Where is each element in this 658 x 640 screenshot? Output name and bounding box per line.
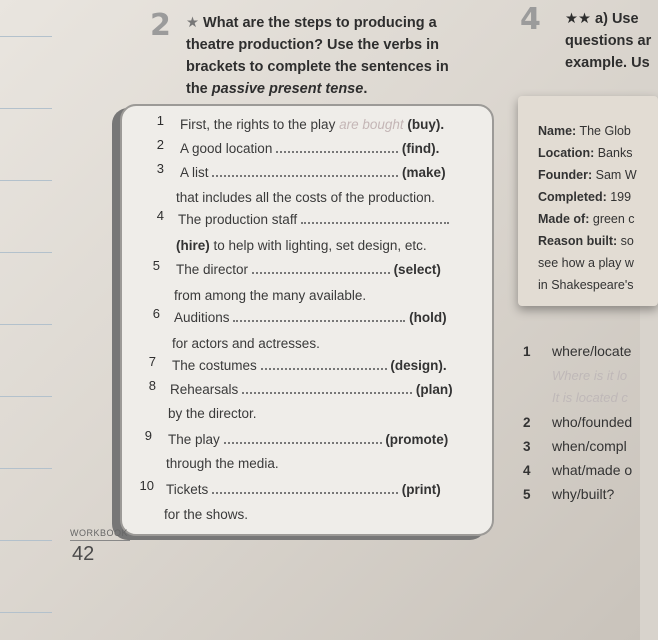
footer-divider (70, 540, 130, 541)
info-line: Location: Banks (538, 146, 633, 160)
item-sentence (170, 382, 453, 397)
item-continuation: by the director. (168, 406, 257, 421)
item-sentence (176, 262, 441, 277)
question-prompt: when/compl (552, 438, 627, 454)
page-number: 42 (72, 543, 95, 565)
instruction-text: the (186, 81, 212, 97)
item-text: The production staff (178, 212, 298, 227)
answer-blank[interactable] (242, 382, 412, 394)
item-continuation-text: to help with lighting, set design, etc. (209, 238, 427, 253)
item-continuation: through the media. (166, 456, 279, 471)
margin-rule (0, 180, 52, 181)
margin-rule (0, 468, 52, 469)
answer-blank[interactable] (212, 165, 398, 177)
exercise-instruction (565, 8, 651, 74)
item-number: 3 (156, 161, 164, 176)
item-verb: (make) (402, 165, 446, 180)
item-sentence (180, 117, 444, 132)
question-example-answer: It is located c (552, 390, 628, 405)
instruction-line: example. Us (565, 55, 650, 71)
info-line: Name: The Glob (538, 124, 631, 138)
item-verb: (hold) (409, 310, 447, 325)
info-line: Reason built: so (538, 234, 634, 248)
margin-rule (0, 324, 52, 325)
answer-blank[interactable] (261, 358, 387, 370)
info-line: see how a play w (538, 256, 634, 270)
item-sentence (168, 432, 448, 447)
item-number: 9 (144, 428, 152, 443)
exercise-number: 4 (520, 2, 541, 37)
margin-rule (0, 252, 52, 253)
item-text: The costumes (172, 358, 257, 373)
answer-blank[interactable] (252, 262, 390, 274)
instruction-text: . (363, 81, 368, 97)
exercise-instruction (186, 12, 486, 100)
answer-blank[interactable] (224, 432, 382, 444)
question-number: 1 (523, 344, 531, 359)
instruction-line: What are the steps to producing a (203, 15, 437, 31)
item-number: 4 (156, 208, 164, 223)
item-sentence (174, 310, 447, 325)
item-text: First, the rights to the play (180, 117, 336, 132)
instruction-line: theatre production? Use the verbs in (186, 37, 439, 53)
question-prompt: where/locate (552, 343, 632, 359)
item-text: The play (168, 432, 220, 447)
item-number: 6 (152, 306, 160, 321)
info-line: Made of: green c (538, 212, 635, 226)
question-number: 4 (523, 463, 531, 478)
item-sentence (166, 482, 441, 497)
question-example-answer: Where is it lo (552, 368, 628, 383)
item-number: 8 (148, 378, 156, 393)
question-number: 3 (523, 439, 531, 454)
instruction-line: questions ar (565, 33, 652, 49)
item-sentence (180, 165, 446, 180)
item-verb: (design). (390, 358, 447, 373)
item-sentence (178, 212, 449, 227)
question-number: 2 (523, 415, 531, 430)
item-sentence (172, 358, 447, 373)
item-number: 10 (139, 478, 154, 493)
item-text: A list (180, 165, 209, 180)
info-line: Founder: Sam W (538, 168, 637, 182)
info-card (518, 96, 658, 306)
answer-blank[interactable] (233, 310, 405, 322)
item-verb: (find). (401, 141, 440, 156)
margin-rule (0, 612, 52, 613)
item-number: 5 (152, 258, 160, 273)
answer-blank[interactable] (301, 212, 449, 224)
item-verb: (print) (401, 482, 441, 497)
item-verb: (buy). (407, 117, 445, 132)
item-continuation: from among the many available. (174, 288, 367, 303)
item-verb: (promote) (385, 432, 449, 447)
item-text: The director (176, 262, 249, 277)
star-icon: ★ (186, 15, 199, 31)
item-text: Rehearsals (170, 382, 239, 397)
item-continuation: that includes all the costs of the production. (176, 190, 435, 205)
item-verb: (hire) (176, 238, 210, 253)
workbook-label: WORKBOOK (70, 528, 129, 538)
margin-rule (0, 108, 52, 109)
item-continuation: for the shows. (164, 507, 249, 522)
item-verb: (plan) (415, 382, 453, 397)
item-text: A good location (180, 141, 273, 156)
instruction-line: brackets to complete the sentences in (186, 59, 449, 75)
item-verb: (select) (393, 262, 441, 277)
question-prompt: who/founded (552, 414, 633, 430)
margin-rule (0, 396, 52, 397)
item-number: 2 (156, 137, 164, 152)
item-continuation (176, 238, 427, 253)
item-number: 1 (156, 113, 164, 128)
question-prompt: why/built? (552, 486, 615, 502)
item-answer: are bought (339, 117, 404, 132)
margin-rule (0, 36, 52, 37)
answer-blank[interactable] (276, 141, 398, 153)
instruction-emphasis: passive present tense (211, 81, 364, 97)
info-line: in Shakespeare's (538, 278, 634, 292)
instruction-line: ★★ a) Use (565, 11, 639, 27)
question-number: 5 (523, 487, 531, 502)
answer-blank[interactable] (212, 482, 398, 494)
item-number: 7 (148, 354, 156, 369)
question-prompt: what/made o (552, 462, 633, 478)
margin-rule (0, 540, 52, 541)
item-text: Tickets (166, 482, 209, 497)
item-continuation: for actors and actresses. (172, 336, 320, 351)
item-sentence (180, 141, 439, 156)
item-text: Auditions (174, 310, 230, 325)
info-line: Completed: 199 (538, 190, 632, 204)
exercise-number: 2 (150, 8, 171, 43)
